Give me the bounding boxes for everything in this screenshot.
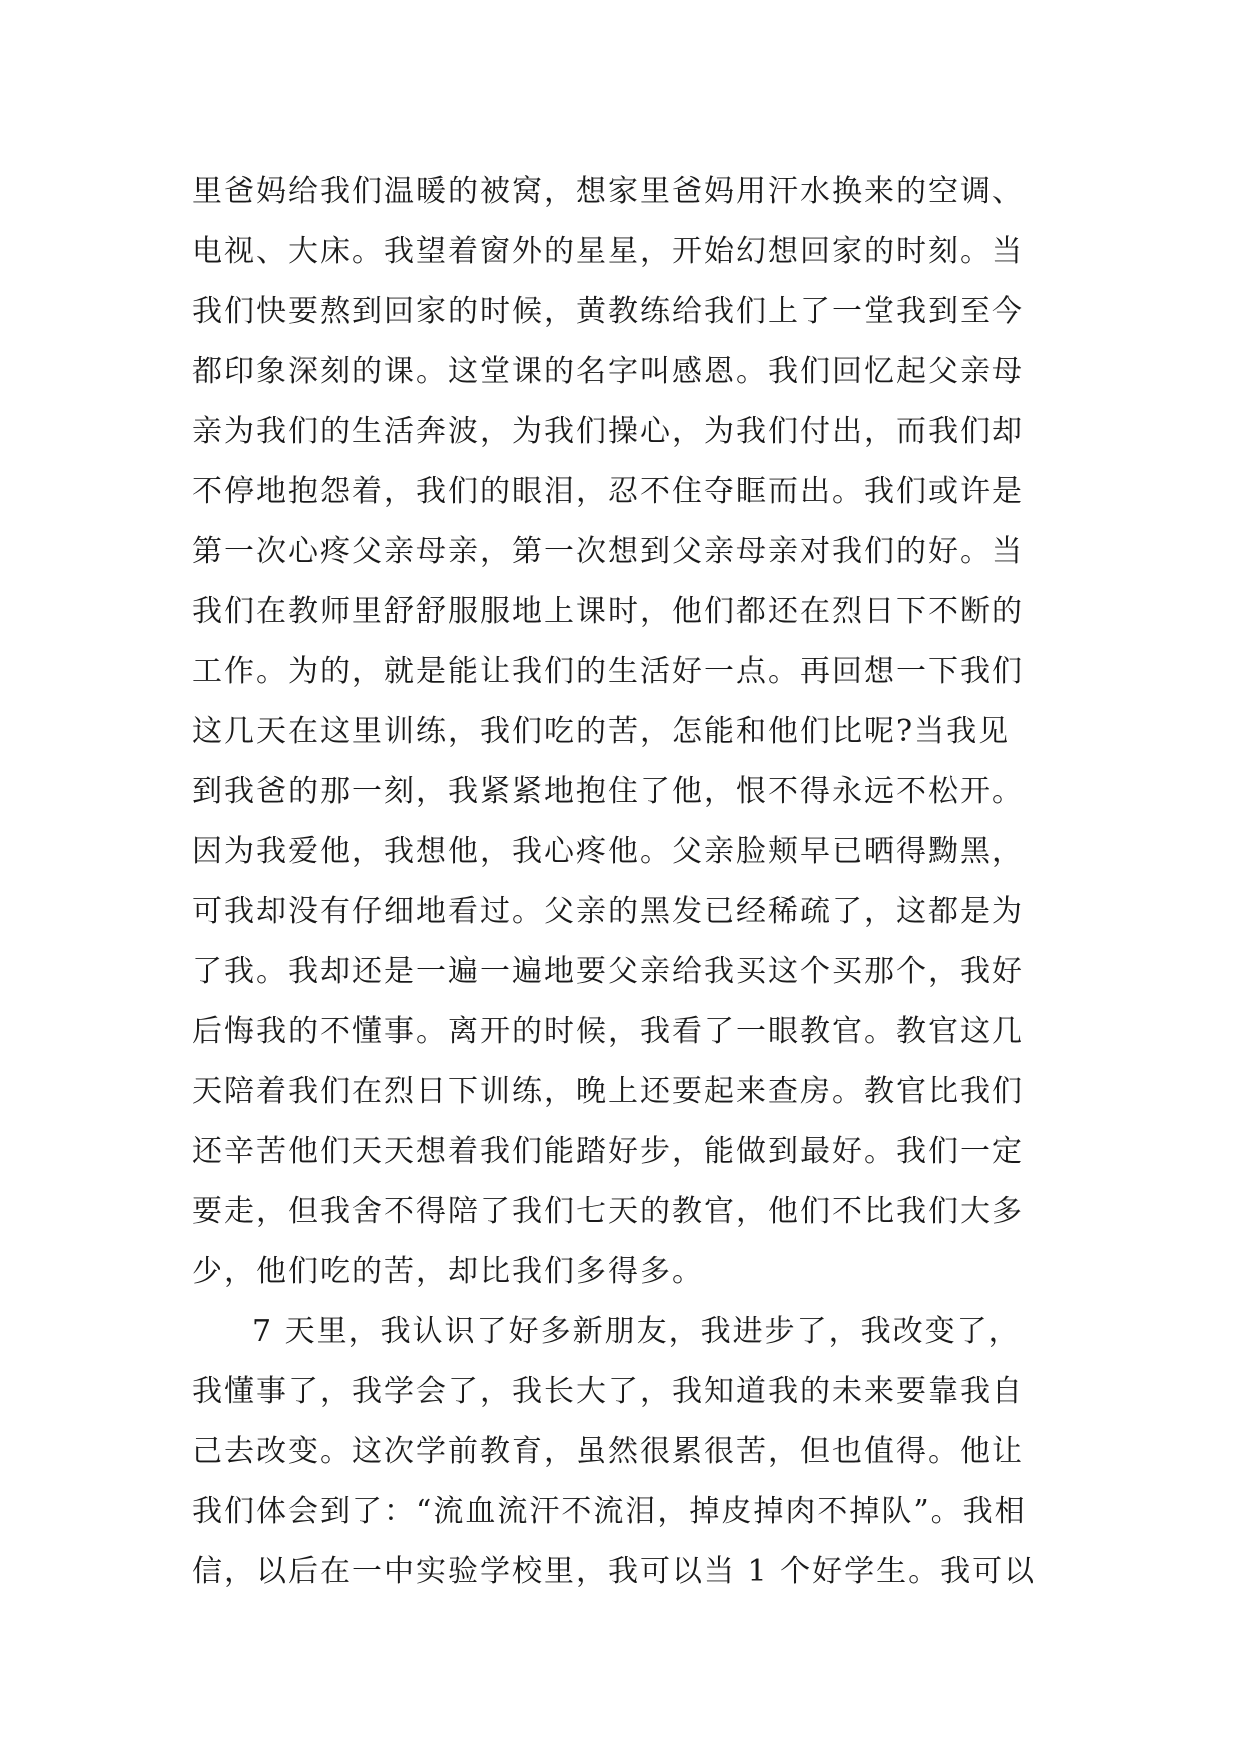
text-line: 到我爸的那一刻，我紧紧地抱住了他，恨不得永远不松开。	[192, 774, 1024, 809]
text-line: 都印象深刻的课。这堂课的名字叫感恩。我们回忆起父亲母	[192, 354, 1024, 389]
text-line: 我们快要熬到回家的时候，黄教练给我们上了一堂我到至今	[192, 294, 1024, 329]
paragraph-2	[192, 1302, 1052, 1602]
text-line: 亲为我们的生活奔波，为我们操心，为我们付出，而我们却	[192, 414, 1024, 449]
text-line: 我们在教师里舒舒服服地上课时，他们都还在烈日下不断的	[192, 594, 1024, 629]
text-line: 天陪着我们在烈日下训练，晚上还要起来查房。教官比我们	[192, 1074, 1024, 1109]
text-line: 我们体会到了：“流血流汗不流泪，掉皮掉肉不掉队”。我相	[192, 1494, 1027, 1529]
text-line: 7 天里，我认识了好多新朋友，我进步了，我改变了，	[252, 1314, 1021, 1349]
text-line: 后悔我的不懂事。离开的时候，我看了一眼教官。教官这几	[192, 1014, 1024, 1049]
text-line: 不停地抱怨着，我们的眼泪，忍不住夺眶而出。我们或许是	[192, 474, 1024, 509]
paragraph-1	[192, 162, 1052, 1302]
text-line: 少，他们吃的苦，却比我们多得多。	[192, 1254, 704, 1289]
text-line: 这几天在这里训练，我们吃的苦，怎能和他们比呢?当我见	[192, 714, 1011, 749]
text-line: 还辛苦他们天天想着我们能踏好步，能做到最好。我们一定	[192, 1134, 1024, 1169]
document-body	[192, 162, 1052, 1602]
text-line: 可我却没有仔细地看过。父亲的黑发已经稀疏了，这都是为	[192, 894, 1024, 929]
text-line: 己去改变。这次学前教育，虽然很累很苦，但也值得。他让	[192, 1434, 1024, 1469]
text-line: 因为我爱他，我想他，我心疼他。父亲脸颊早已晒得黝黑，	[192, 834, 1024, 869]
text-line: 工作。为的，就是能让我们的生活好一点。再回想一下我们	[192, 654, 1024, 689]
text-line: 电视、大床。我望着窗外的星星，开始幻想回家的时刻。当	[192, 234, 1024, 269]
text-line: 第一次心疼父亲母亲，第一次想到父亲母亲对我们的好。当	[192, 534, 1024, 569]
text-line: 了我。我却还是一遍一遍地要父亲给我买这个买那个，我好	[192, 954, 1024, 989]
text-line: 要走，但我舍不得陪了我们七天的教官，他们不比我们大多	[192, 1194, 1024, 1229]
text-line: 信，以后在一中实验学校里，我可以当 1 个好学生。我可以	[192, 1554, 1037, 1589]
text-line: 里爸妈给我们温暖的被窝，想家里爸妈用汗水换来的空调、	[192, 174, 1024, 209]
text-line: 我懂事了，我学会了，我长大了，我知道我的未来要靠我自	[192, 1374, 1024, 1409]
